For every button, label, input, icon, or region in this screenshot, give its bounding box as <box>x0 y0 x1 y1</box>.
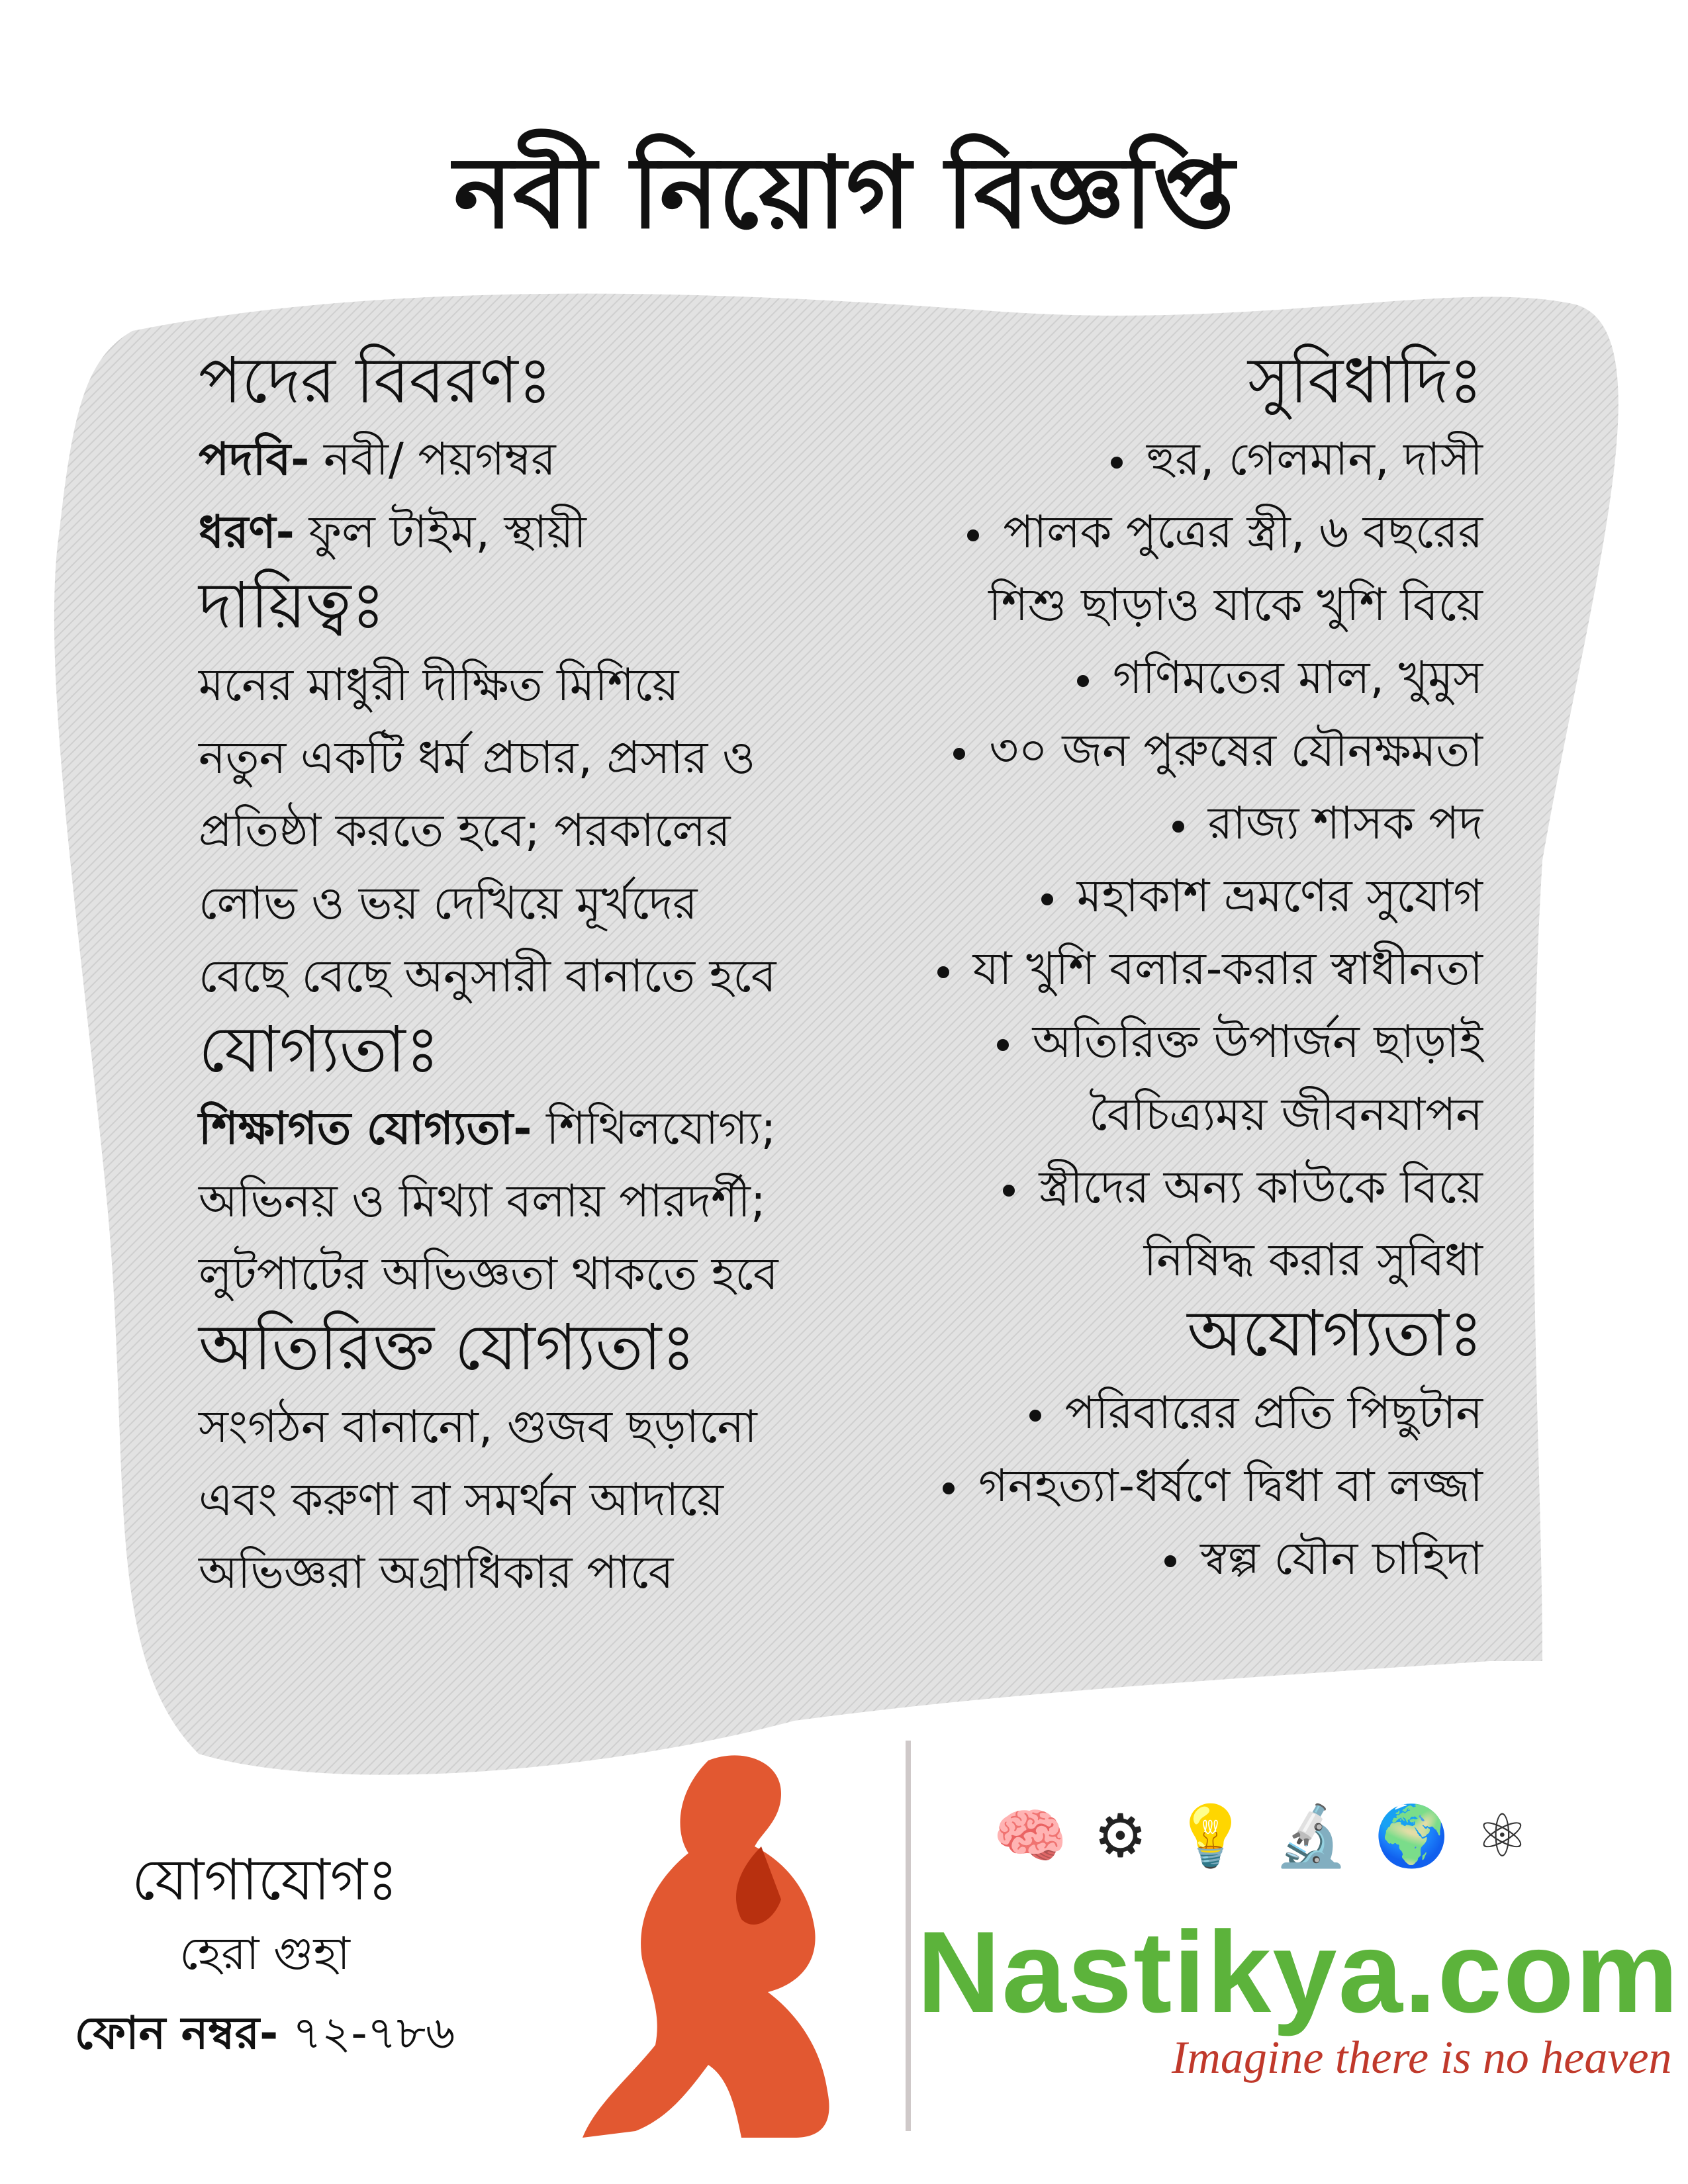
bullet-icon <box>1029 1410 1041 1422</box>
post-value: নবী/ পয়গম্বর <box>309 433 556 486</box>
brand-name: Nastikya.com <box>917 1908 1680 2037</box>
extra-qualification-heading: অতিরিক্ত যোগ্যতাঃ <box>199 1310 696 1385</box>
left-column <box>199 344 900 1610</box>
qualification-line: অভিনয় ও মিথ্যা বলায় পারদর্শী; <box>199 1175 766 1228</box>
benefit-item: অতিরিক্ত উপার্জন ছাড়াই <box>861 1006 1483 1079</box>
benefit-item-continuation: বৈচিত্র্যময় জীবনযাপন <box>1089 1089 1483 1142</box>
benefit-item: গণিমতের মাল, খুমুস <box>861 642 1483 715</box>
post-heading: পদের বিবরণঃ <box>199 343 552 418</box>
duty-line: বেছে বেছে অনুসারী বানাতে হবে <box>199 950 776 1003</box>
bullet-icon <box>1164 1555 1176 1567</box>
lightbulb-icon: 💡 <box>1173 1801 1248 1871</box>
atom-icon: ⚛ <box>1475 1801 1529 1871</box>
thinker-figure-icon <box>543 1734 900 2144</box>
duty-line: নতুন একটি ধর্ম প্রচার, প্রসার ও <box>199 731 755 784</box>
type-row <box>199 496 900 569</box>
benefit-item: হুর, গেলমান, দাসী <box>861 424 1483 496</box>
icon-row <box>993 1801 1529 1871</box>
page-title: নবী নিয়োগ বিজ্ঞপ্তি <box>453 136 1235 251</box>
extra-line: সংগঠন বানানো, গুজব ছড়ানো <box>199 1400 757 1453</box>
bullet-icon <box>937 966 949 978</box>
right-column <box>861 344 1483 1596</box>
disqualification-heading: অযোগ্যতাঃ <box>1187 1297 1483 1371</box>
benefit-item: যা খুশি বলার-করার স্বাধীনতা <box>861 933 1483 1006</box>
head-gears-icon: ⚙ <box>1094 1801 1147 1871</box>
post-row <box>199 424 900 496</box>
benefit-item: মহাকাশ ভ্রমণের সুযোগ <box>861 860 1483 933</box>
benefit-item: রাজ্য শাসক পদ <box>861 788 1483 860</box>
disqualification-item: স্বল্প যৌন চাহিদা <box>861 1523 1483 1596</box>
benefit-item-continuation: নিষিদ্ধ করার সুবিধা <box>1143 1234 1483 1287</box>
extra-line: অভিজ্ঞরা অগ্রাধিকার পাবে <box>199 1546 674 1599</box>
duty-heading: দায়িত্বঃ <box>199 569 385 643</box>
disqualification-item: গনহত্যা-ধর্ষণে দ্বিধা বা লজ্জা <box>861 1450 1483 1523</box>
contact-place: হেরা গুহা <box>179 1928 350 1981</box>
bullet-icon <box>1111 457 1123 469</box>
brand-tagline: Imagine there is no heaven <box>1172 2032 1672 2083</box>
contact-block <box>26 1846 503 2073</box>
duty-line: লোভ ও ভয় দেখিয়ে মূর্খদের <box>199 877 698 930</box>
qualification-heading: যোগ্যতাঃ <box>199 1012 440 1087</box>
contact-heading: যোগাযোগঃ <box>132 1847 398 1913</box>
benefit-item: ৩০ জন পুরুষের যৌনক্ষমতা <box>861 715 1483 788</box>
post-label: পদবি- <box>199 433 310 486</box>
education-value: শিথিলযোগ্য; <box>532 1103 776 1156</box>
benefit-item: স্ত্রীদের অন্য কাউকে বিয়ে <box>861 1152 1483 1224</box>
extra-line: এবং করুণা বা সমর্থন আদায়ে <box>199 1473 724 1526</box>
duty-line: মনের মাধুরী দীক্ষিত মিশিয়ে <box>199 659 679 711</box>
education-label: শিক্ষাগত যোগ্যতা- <box>199 1103 532 1156</box>
globe-icon: 🌍 <box>1374 1801 1449 1871</box>
phone-value: ৭২-৭৮৬ <box>278 2007 455 2060</box>
bullet-icon <box>1041 893 1053 905</box>
bullet-icon <box>967 529 979 541</box>
brain-icon: 🧠 <box>993 1801 1068 1871</box>
benefit-item-continuation: শিশু ছাড়াও যাকে খুশি বিয়ে <box>988 579 1483 632</box>
qualification-line: লুটপাটের অভিজ্ঞতা থাকতে হবে <box>199 1248 778 1301</box>
bullet-icon <box>1003 1185 1015 1197</box>
benefit-item: পালক পুত্রের স্ত্রী, ৬ বছরের <box>861 496 1483 569</box>
type-value: ফুল টাইম, স্থায়ী <box>294 506 586 559</box>
duty-line: প্রতিষ্ঠা করতে হবে; পরকালের <box>199 804 731 857</box>
bullet-icon <box>997 1039 1009 1051</box>
bullet-icon <box>943 1482 955 1494</box>
microscope-icon: 🔬 <box>1274 1801 1348 1871</box>
bullet-icon <box>1077 675 1089 687</box>
benefits-heading: সুবিধাদিঃ <box>1247 343 1483 418</box>
phone-label: ফোন নম্বর- <box>74 2007 279 2060</box>
disqualification-item: পরিবারের প্রতি পিছুটান <box>861 1377 1483 1450</box>
divider <box>906 1741 911 2131</box>
bullet-icon <box>953 748 965 760</box>
bullet-icon <box>1172 821 1184 833</box>
education-row <box>199 1093 900 1165</box>
contact-phone <box>26 1994 503 2073</box>
type-label: ধরণ- <box>199 506 295 559</box>
